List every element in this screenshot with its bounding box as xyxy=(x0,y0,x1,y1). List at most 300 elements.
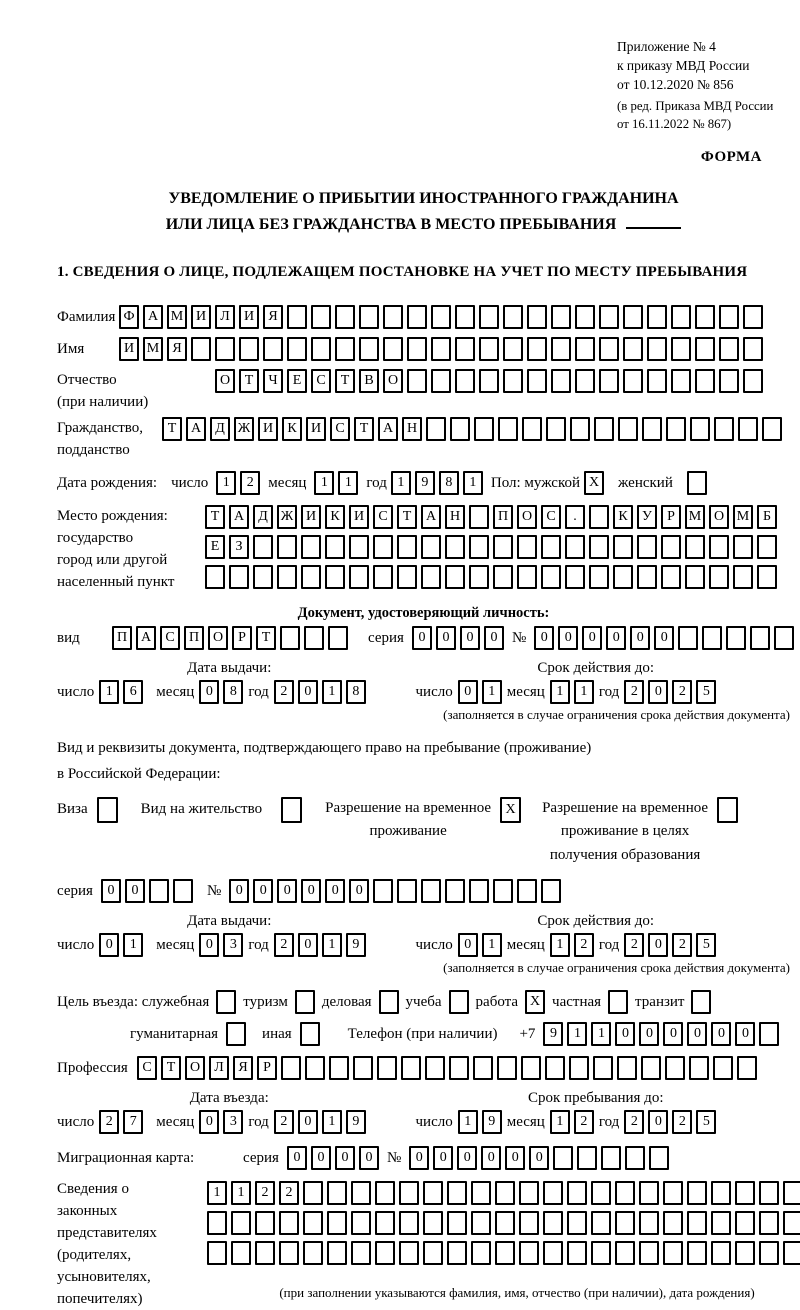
char-box[interactable]: П xyxy=(184,626,204,650)
char-box[interactable]: Ж xyxy=(277,505,297,529)
char-box[interactable] xyxy=(493,535,513,559)
char-box[interactable] xyxy=(575,337,595,361)
char-box[interactable] xyxy=(280,626,300,650)
char-box[interactable] xyxy=(495,1181,515,1205)
char-box[interactable]: Т xyxy=(354,417,374,441)
char-box[interactable] xyxy=(377,1056,397,1080)
char-box[interactable]: Т xyxy=(335,369,355,393)
char-box[interactable]: 0 xyxy=(101,879,121,903)
char-box[interactable]: 9 xyxy=(543,1022,563,1046)
char-box[interactable] xyxy=(601,1146,621,1170)
char-box[interactable] xyxy=(709,565,729,589)
char-box[interactable] xyxy=(231,1211,251,1235)
stay-month-input[interactable] xyxy=(550,1110,594,1134)
char-box[interactable]: Я xyxy=(233,1056,253,1080)
char-box[interactable]: С xyxy=(137,1056,157,1080)
char-box[interactable] xyxy=(471,1181,491,1205)
surname-input[interactable] xyxy=(119,305,763,329)
char-box[interactable]: 0 xyxy=(458,933,478,957)
char-box[interactable] xyxy=(469,505,489,529)
char-box[interactable] xyxy=(726,626,746,650)
char-box[interactable]: 0 xyxy=(654,626,674,650)
char-box[interactable] xyxy=(671,369,691,393)
char-box[interactable]: 1 xyxy=(482,933,502,957)
char-box[interactable] xyxy=(375,1211,395,1235)
char-box[interactable] xyxy=(474,417,494,441)
char-box[interactable] xyxy=(226,1022,246,1046)
char-box[interactable] xyxy=(255,1211,275,1235)
char-box[interactable] xyxy=(519,1241,539,1265)
char-box[interactable]: 1 xyxy=(216,471,236,495)
char-box[interactable] xyxy=(543,1181,563,1205)
char-box[interactable]: 1 xyxy=(574,680,594,704)
char-box[interactable]: Т xyxy=(397,505,417,529)
purpose-humanitarian-checkbox[interactable] xyxy=(226,1022,246,1046)
char-box[interactable]: 0 xyxy=(558,626,578,650)
char-box[interactable] xyxy=(774,626,794,650)
char-box[interactable]: 2 xyxy=(624,933,644,957)
char-box[interactable]: И xyxy=(349,505,369,529)
char-box[interactable] xyxy=(327,1211,347,1235)
char-box[interactable] xyxy=(545,1056,565,1080)
char-box[interactable]: Т xyxy=(205,505,225,529)
char-box[interactable] xyxy=(647,305,667,329)
char-box[interactable]: 2 xyxy=(624,680,644,704)
char-box[interactable] xyxy=(327,1241,347,1265)
char-box[interactable]: И xyxy=(239,305,259,329)
stay-year-input[interactable] xyxy=(624,1110,716,1134)
char-box[interactable] xyxy=(714,417,734,441)
char-box[interactable] xyxy=(469,565,489,589)
char-box[interactable]: 1 xyxy=(550,933,570,957)
char-box[interactable]: 1 xyxy=(463,471,483,495)
char-box[interactable] xyxy=(303,1241,323,1265)
char-box[interactable]: 1 xyxy=(567,1022,587,1046)
char-box[interactable] xyxy=(421,879,441,903)
char-box[interactable] xyxy=(431,305,451,329)
char-box[interactable] xyxy=(521,1056,541,1080)
char-box[interactable] xyxy=(709,535,729,559)
char-box[interactable] xyxy=(277,535,297,559)
char-box[interactable] xyxy=(783,1241,800,1265)
char-box[interactable]: 0 xyxy=(582,626,602,650)
char-box[interactable] xyxy=(678,626,698,650)
char-box[interactable] xyxy=(503,337,523,361)
char-box[interactable] xyxy=(445,879,465,903)
char-box[interactable] xyxy=(383,337,403,361)
char-box[interactable]: 0 xyxy=(125,879,145,903)
char-box[interactable] xyxy=(263,337,283,361)
purpose-study-checkbox[interactable] xyxy=(449,990,469,1014)
birth-month-input[interactable] xyxy=(314,471,358,495)
char-box[interactable] xyxy=(711,1241,731,1265)
char-box[interactable] xyxy=(407,369,427,393)
birth-year-input[interactable] xyxy=(391,471,483,495)
char-box[interactable] xyxy=(407,337,427,361)
char-box[interactable] xyxy=(543,1241,563,1265)
char-box[interactable] xyxy=(711,1211,731,1235)
char-box[interactable] xyxy=(349,565,369,589)
given-name-input[interactable] xyxy=(119,337,763,361)
char-box[interactable] xyxy=(661,535,681,559)
char-box[interactable] xyxy=(304,626,324,650)
char-box[interactable]: 0 xyxy=(409,1146,429,1170)
purpose-work-checkbox[interactable] xyxy=(525,990,545,1014)
char-box[interactable] xyxy=(589,505,609,529)
char-box[interactable] xyxy=(577,1146,597,1170)
stay-day-input[interactable] xyxy=(458,1110,502,1134)
char-box[interactable] xyxy=(359,337,379,361)
birth-place-input-row2[interactable] xyxy=(205,535,777,559)
char-box[interactable] xyxy=(591,1181,611,1205)
char-box[interactable] xyxy=(281,797,302,823)
entry-year-input[interactable] xyxy=(274,1110,366,1134)
char-box[interactable] xyxy=(687,1181,707,1205)
char-box[interactable]: 0 xyxy=(481,1146,501,1170)
char-box[interactable] xyxy=(479,369,499,393)
id-valid-month-input[interactable] xyxy=(550,680,594,704)
char-box[interactable] xyxy=(733,535,753,559)
char-box[interactable] xyxy=(301,565,321,589)
res-valid-month-input[interactable] xyxy=(550,933,594,957)
char-box[interactable]: 9 xyxy=(346,1110,366,1134)
char-box[interactable]: 0 xyxy=(229,879,249,903)
char-box[interactable] xyxy=(498,417,518,441)
char-box[interactable] xyxy=(589,565,609,589)
char-box[interactable]: С xyxy=(541,505,561,529)
char-box[interactable]: 0 xyxy=(335,1146,355,1170)
sex-female-checkbox[interactable] xyxy=(687,471,707,495)
char-box[interactable]: К xyxy=(282,417,302,441)
char-box[interactable]: 0 xyxy=(277,879,297,903)
char-box[interactable]: 1 xyxy=(322,680,342,704)
char-box[interactable] xyxy=(205,565,225,589)
char-box[interactable] xyxy=(445,535,465,559)
char-box[interactable] xyxy=(493,879,513,903)
char-box[interactable]: 8 xyxy=(439,471,459,495)
char-box[interactable] xyxy=(519,1181,539,1205)
char-box[interactable]: 0 xyxy=(325,879,345,903)
char-box[interactable] xyxy=(399,1241,419,1265)
char-box[interactable] xyxy=(623,369,643,393)
char-box[interactable] xyxy=(594,417,614,441)
char-box[interactable] xyxy=(599,305,619,329)
char-box[interactable] xyxy=(517,565,537,589)
char-box[interactable] xyxy=(425,1056,445,1080)
doc-kind-input[interactable] xyxy=(112,626,348,650)
char-box[interactable] xyxy=(783,1211,800,1235)
char-box[interactable]: С xyxy=(330,417,350,441)
char-box[interactable] xyxy=(613,565,633,589)
char-box[interactable]: 0 xyxy=(298,1110,318,1134)
char-box[interactable]: Д xyxy=(253,505,273,529)
char-box[interactable] xyxy=(455,305,475,329)
birth-day-input[interactable] xyxy=(216,471,260,495)
char-box[interactable]: В xyxy=(359,369,379,393)
char-box[interactable]: О xyxy=(215,369,235,393)
char-box[interactable]: 5 xyxy=(696,680,716,704)
res-issue-month-input[interactable] xyxy=(199,933,243,957)
char-box[interactable]: 2 xyxy=(672,933,692,957)
char-box[interactable] xyxy=(591,1241,611,1265)
char-box[interactable] xyxy=(685,565,705,589)
char-box[interactable] xyxy=(569,1056,589,1080)
char-box[interactable] xyxy=(743,305,763,329)
char-box[interactable]: Ф xyxy=(119,305,139,329)
char-box[interactable] xyxy=(279,1241,299,1265)
char-box[interactable]: 0 xyxy=(457,1146,477,1170)
char-box[interactable]: 3 xyxy=(223,933,243,957)
char-box[interactable]: Е xyxy=(205,535,225,559)
char-box[interactable]: 2 xyxy=(279,1181,299,1205)
char-box[interactable]: И xyxy=(119,337,139,361)
char-box[interactable]: 0 xyxy=(687,1022,707,1046)
char-box[interactable]: 0 xyxy=(484,626,504,650)
char-box[interactable] xyxy=(527,337,547,361)
char-box[interactable] xyxy=(647,337,667,361)
char-box[interactable]: 2 xyxy=(574,1110,594,1134)
char-box[interactable]: 9 xyxy=(346,933,366,957)
char-box[interactable] xyxy=(229,565,249,589)
purpose-tourism-checkbox[interactable] xyxy=(295,990,315,1014)
char-box[interactable] xyxy=(663,1241,683,1265)
char-box[interactable]: 0 xyxy=(99,933,119,957)
char-box[interactable] xyxy=(615,1211,635,1235)
legal-reps-input-row1[interactable] xyxy=(207,1181,800,1205)
char-box[interactable] xyxy=(762,417,782,441)
char-box[interactable] xyxy=(759,1241,779,1265)
char-box[interactable] xyxy=(735,1241,755,1265)
char-box[interactable]: X xyxy=(525,990,545,1014)
char-box[interactable] xyxy=(379,990,399,1014)
char-box[interactable] xyxy=(373,535,393,559)
char-box[interactable] xyxy=(671,305,691,329)
char-box[interactable]: М xyxy=(167,305,187,329)
char-box[interactable] xyxy=(759,1022,779,1046)
char-box[interactable]: А xyxy=(136,626,156,650)
purpose-official-checkbox[interactable] xyxy=(216,990,236,1014)
char-box[interactable] xyxy=(685,535,705,559)
char-box[interactable] xyxy=(541,565,561,589)
char-box[interactable]: И xyxy=(258,417,278,441)
char-box[interactable] xyxy=(623,337,643,361)
char-box[interactable]: С xyxy=(311,369,331,393)
char-box[interactable] xyxy=(522,417,542,441)
char-box[interactable]: 0 xyxy=(199,680,219,704)
char-box[interactable]: Я xyxy=(263,305,283,329)
char-box[interactable]: Б xyxy=(757,505,777,529)
char-box[interactable] xyxy=(325,535,345,559)
char-box[interactable] xyxy=(719,369,739,393)
char-box[interactable] xyxy=(608,990,628,1014)
char-box[interactable] xyxy=(663,1181,683,1205)
char-box[interactable]: 5 xyxy=(696,1110,716,1134)
char-box[interactable] xyxy=(471,1241,491,1265)
char-box[interactable]: 9 xyxy=(415,471,435,495)
char-box[interactable] xyxy=(471,1211,491,1235)
char-box[interactable] xyxy=(300,1022,320,1046)
char-box[interactable] xyxy=(311,337,331,361)
char-box[interactable]: 0 xyxy=(298,933,318,957)
char-box[interactable] xyxy=(449,1056,469,1080)
char-box[interactable] xyxy=(325,565,345,589)
char-box[interactable] xyxy=(431,369,451,393)
char-box[interactable]: 1 xyxy=(207,1181,227,1205)
char-box[interactable] xyxy=(553,1146,573,1170)
char-box[interactable] xyxy=(735,1181,755,1205)
char-box[interactable] xyxy=(423,1241,443,1265)
char-box[interactable] xyxy=(702,626,722,650)
char-box[interactable] xyxy=(397,879,417,903)
char-box[interactable] xyxy=(503,369,523,393)
char-box[interactable] xyxy=(503,305,523,329)
char-box[interactable] xyxy=(641,1056,661,1080)
char-box[interactable] xyxy=(691,990,711,1014)
char-box[interactable] xyxy=(565,565,585,589)
char-box[interactable]: О xyxy=(185,1056,205,1080)
char-box[interactable] xyxy=(473,1056,493,1080)
char-box[interactable] xyxy=(546,417,566,441)
char-box[interactable] xyxy=(421,535,441,559)
char-box[interactable] xyxy=(757,535,777,559)
temp-residence-checkbox[interactable] xyxy=(500,797,521,823)
char-box[interactable]: 1 xyxy=(314,471,334,495)
char-box[interactable] xyxy=(666,417,686,441)
char-box[interactable] xyxy=(625,1146,645,1170)
char-box[interactable] xyxy=(353,1056,373,1080)
char-box[interactable]: О xyxy=(517,505,537,529)
char-box[interactable]: . xyxy=(565,505,585,529)
purpose-private-checkbox[interactable] xyxy=(608,990,628,1014)
char-box[interactable]: 1 xyxy=(391,471,411,495)
char-box[interactable] xyxy=(713,1056,733,1080)
char-box[interactable]: У xyxy=(637,505,657,529)
char-box[interactable]: 0 xyxy=(648,1110,668,1134)
char-box[interactable] xyxy=(216,990,236,1014)
char-box[interactable] xyxy=(303,1211,323,1235)
char-box[interactable] xyxy=(517,879,537,903)
char-box[interactable] xyxy=(383,305,403,329)
char-box[interactable] xyxy=(695,369,715,393)
char-box[interactable] xyxy=(541,879,561,903)
char-box[interactable]: М xyxy=(143,337,163,361)
char-box[interactable] xyxy=(519,1211,539,1235)
res-series-input[interactable] xyxy=(101,879,193,903)
char-box[interactable] xyxy=(618,417,638,441)
char-box[interactable]: 7 xyxy=(123,1110,143,1134)
char-box[interactable]: А xyxy=(143,305,163,329)
char-box[interactable] xyxy=(567,1211,587,1235)
char-box[interactable]: 0 xyxy=(436,626,456,650)
char-box[interactable]: А xyxy=(378,417,398,441)
char-box[interactable]: 1 xyxy=(482,680,502,704)
phone-input[interactable] xyxy=(543,1022,779,1046)
char-box[interactable] xyxy=(719,305,739,329)
char-box[interactable] xyxy=(663,1211,683,1235)
char-box[interactable]: 1 xyxy=(231,1181,251,1205)
char-box[interactable] xyxy=(207,1241,227,1265)
char-box[interactable] xyxy=(455,337,475,361)
char-box[interactable] xyxy=(373,565,393,589)
char-box[interactable] xyxy=(450,417,470,441)
legal-reps-input-row2[interactable] xyxy=(207,1211,800,1235)
char-box[interactable]: 2 xyxy=(574,933,594,957)
char-box[interactable] xyxy=(495,1211,515,1235)
char-box[interactable] xyxy=(479,305,499,329)
char-box[interactable]: 8 xyxy=(223,680,243,704)
char-box[interactable] xyxy=(623,305,643,329)
char-box[interactable] xyxy=(567,1241,587,1265)
char-box[interactable] xyxy=(279,1211,299,1235)
char-box[interactable] xyxy=(495,1241,515,1265)
char-box[interactable]: 0 xyxy=(615,1022,635,1046)
char-box[interactable] xyxy=(351,1241,371,1265)
char-box[interactable] xyxy=(738,417,758,441)
char-box[interactable]: М xyxy=(733,505,753,529)
char-box[interactable] xyxy=(421,565,441,589)
char-box[interactable] xyxy=(335,305,355,329)
char-box[interactable]: Е xyxy=(287,369,307,393)
char-box[interactable] xyxy=(445,565,465,589)
char-box[interactable] xyxy=(407,305,427,329)
res-valid-year-input[interactable] xyxy=(624,933,716,957)
char-box[interactable] xyxy=(737,1056,757,1080)
char-box[interactable] xyxy=(642,417,662,441)
char-box[interactable]: 2 xyxy=(274,933,294,957)
char-box[interactable] xyxy=(399,1181,419,1205)
char-box[interactable] xyxy=(329,1056,349,1080)
char-box[interactable]: 0 xyxy=(460,626,480,650)
char-box[interactable]: 0 xyxy=(534,626,554,650)
char-box[interactable] xyxy=(255,1241,275,1265)
purpose-transit-checkbox[interactable] xyxy=(691,990,711,1014)
res-valid-day-input[interactable] xyxy=(458,933,502,957)
char-box[interactable]: 0 xyxy=(630,626,650,650)
char-box[interactable]: Р xyxy=(661,505,681,529)
char-box[interactable] xyxy=(359,305,379,329)
char-box[interactable]: 1 xyxy=(550,1110,570,1134)
char-box[interactable] xyxy=(759,1181,779,1205)
char-box[interactable]: 0 xyxy=(199,1110,219,1134)
char-box[interactable]: О xyxy=(208,626,228,650)
char-box[interactable] xyxy=(191,337,211,361)
char-box[interactable] xyxy=(719,337,739,361)
char-box[interactable]: 0 xyxy=(311,1146,331,1170)
char-box[interactable]: 2 xyxy=(255,1181,275,1205)
char-box[interactable] xyxy=(687,1241,707,1265)
sex-male-checkbox[interactable] xyxy=(584,471,604,495)
char-box[interactable] xyxy=(567,1181,587,1205)
char-box[interactable] xyxy=(469,535,489,559)
char-box[interactable] xyxy=(570,417,590,441)
char-box[interactable] xyxy=(639,1241,659,1265)
char-box[interactable] xyxy=(551,369,571,393)
char-box[interactable] xyxy=(575,369,595,393)
char-box[interactable]: 0 xyxy=(253,879,273,903)
char-box[interactable] xyxy=(551,305,571,329)
char-box[interactable] xyxy=(215,337,235,361)
char-box[interactable]: 1 xyxy=(458,1110,478,1134)
char-box[interactable] xyxy=(589,535,609,559)
char-box[interactable]: 1 xyxy=(322,933,342,957)
char-box[interactable] xyxy=(527,305,547,329)
char-box[interactable]: 0 xyxy=(711,1022,731,1046)
char-box[interactable] xyxy=(615,1241,635,1265)
char-box[interactable] xyxy=(431,337,451,361)
char-box[interactable]: И xyxy=(306,417,326,441)
char-box[interactable] xyxy=(426,417,446,441)
char-box[interactable]: Н xyxy=(445,505,465,529)
